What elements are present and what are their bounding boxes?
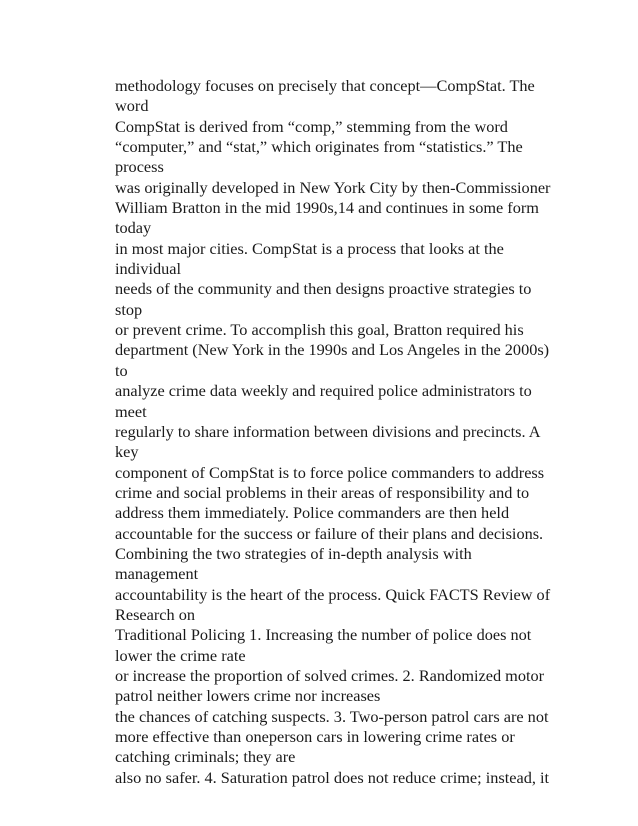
text-line: was originally developed in New York City by then-Commissioner (115, 177, 551, 197)
text-line: the chances of catching suspects. 3. Two-person patrol cars are not (115, 706, 549, 726)
text-line: regularly to share information between divisions and precincts. A (115, 421, 541, 441)
text-line: accountable for the success or failure of their plans and decisions. (115, 523, 544, 543)
text-line: “computer,” and “stat,” which originates from “statistics.” The (115, 137, 523, 157)
body-text (115, 76, 585, 788)
text-line: key (115, 442, 139, 462)
text-line: methodology focuses on precisely that concept—CompStat. The (115, 76, 535, 95)
text-line: or prevent crime. To accomplish this goal, Bratton required his (115, 320, 524, 340)
text-line: crime and social problems in their areas of responsibility and to (115, 482, 530, 502)
text-line: word (115, 96, 149, 116)
text-line: meet (115, 401, 147, 421)
text-line: William Bratton in the mid 1990s,14 and continues in some form (115, 198, 539, 218)
text-line: more effective than oneperson cars in lowering crime rates or (115, 727, 515, 746)
text-line: stop (115, 299, 143, 319)
text-line: individual (115, 259, 182, 279)
text-line: Combining the two strategies of in-depth analysis with (115, 543, 472, 563)
text-line: also no safer. 4. Saturation patrol does not reduce crime; instead, it (115, 767, 550, 787)
text-line: component of CompStat is to force police commanders to address (115, 462, 545, 482)
text-line: CompStat is derived from “comp,” stemming from the word (115, 116, 508, 136)
text-line: management (115, 564, 199, 584)
text-line: in most major cities. CompStat is a process that looks at the (115, 238, 504, 258)
text-line: analyze crime data weekly and required police administrators to (115, 381, 532, 401)
text-line: today (115, 218, 152, 238)
text-line: accountability is the heart of the process. Quick FACTS Review of (115, 584, 551, 604)
text-line: Research on (115, 604, 196, 624)
text-line: Traditional Policing 1. Increasing the number of police does not (115, 625, 532, 645)
text-line: to (115, 360, 128, 380)
text-line: or increase the proportion of solved crimes. 2. Randomized motor (115, 665, 545, 685)
text-line: address them immediately. Police commanders are then held (115, 503, 510, 523)
text-line: process (115, 157, 164, 177)
text-line: catching criminals; they are (115, 747, 296, 767)
text-line: lower the crime rate (115, 645, 246, 665)
text-line: department (New York in the 1990s and Los Angeles in the 2000s) (115, 340, 550, 360)
text-line: patrol neither lowers crime nor increases (115, 686, 381, 706)
text-line: needs of the community and then designs proactive strategies to (115, 279, 532, 299)
